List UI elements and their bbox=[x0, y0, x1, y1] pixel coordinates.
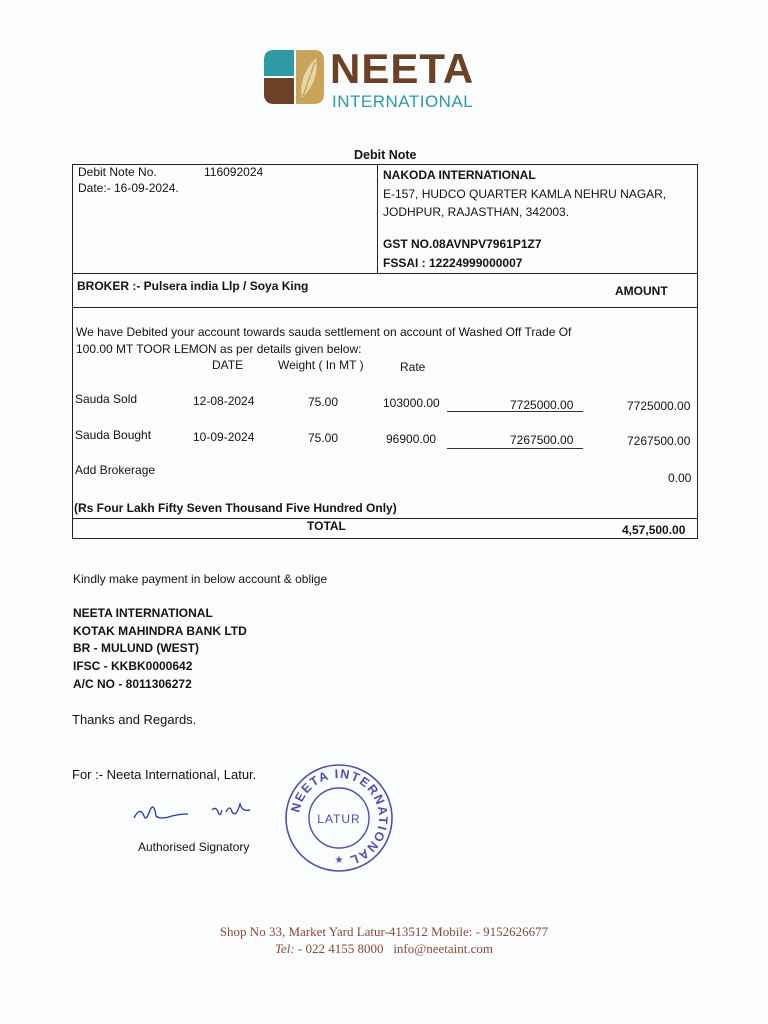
footer-tel: - 022 4155 8000 bbox=[294, 941, 384, 956]
body-line-2: 100.00 MT TOOR LEMON as per details given below: bbox=[76, 342, 362, 356]
row-amount: 7725000.00 bbox=[627, 399, 691, 413]
column-weight: Weight ( In MT ) bbox=[278, 358, 364, 372]
svg-text:★: ★ bbox=[334, 855, 344, 866]
body-line-1: We have Debited your account towards sauda settlement on account of Washed Off Trade Of bbox=[76, 325, 572, 339]
logo-subtitle: INTERNATIONAL bbox=[332, 92, 474, 111]
column-rate: Rate bbox=[400, 360, 426, 374]
footer-email: info@neetaint.com bbox=[393, 941, 494, 956]
bank-name: KOTAK MAHINDRA BANK LTD bbox=[73, 624, 247, 638]
row-weight: 75.00 bbox=[308, 395, 339, 409]
svg-text:NEETA INTERNATIONAL: NEETA INTERNATIONAL bbox=[288, 766, 391, 868]
brokerage-label: Add Brokerage bbox=[75, 463, 156, 477]
footer-address: Shop No 33, Market Yard Latur-413512 Mobile: - 9152626677 bbox=[219, 924, 549, 939]
neeta-logo-icon bbox=[262, 46, 326, 108]
row-date: 12-08-2024 bbox=[193, 394, 255, 408]
total-label: TOTAL bbox=[307, 519, 346, 533]
row-label: Sauda Bought bbox=[75, 428, 152, 442]
recipient-address-2: JODHPUR, RAJASTHAN, 342003. bbox=[383, 205, 570, 219]
row-value: 7267500.00 bbox=[510, 433, 574, 447]
brokerage-amount: 0.00 bbox=[668, 471, 692, 485]
row-value-underline bbox=[447, 411, 583, 412]
row-date: 10-09-2024 bbox=[193, 430, 255, 444]
for-line: For :- Neeta International, Latur. bbox=[72, 767, 257, 782]
debit-note-number-label: Debit Note No. bbox=[78, 165, 157, 179]
svg-text:LATUR: LATUR bbox=[317, 812, 361, 826]
total-amount: 4,57,500.00 bbox=[622, 523, 686, 537]
bank-account-number: A/C NO - 8011306272 bbox=[73, 677, 192, 691]
bank-ifsc: IFSC - KKBK0000642 bbox=[73, 659, 193, 673]
row-rate: 103000.00 bbox=[383, 396, 440, 410]
recipient-gst: GST NO.08AVNPV7961P1Z7 bbox=[383, 237, 542, 251]
row-weight: 75.00 bbox=[308, 431, 339, 445]
authorised-signatory: Authorised Signatory bbox=[138, 840, 250, 854]
broker-line: BROKER :- Pulsera india Llp / Soya King bbox=[77, 279, 309, 293]
recipient-name: NAKODA INTERNATIONAL bbox=[383, 168, 536, 182]
document-title: Debit Note bbox=[354, 148, 417, 162]
row-amount: 7267500.00 bbox=[627, 434, 691, 448]
debit-note-date: Date:- 16-09-2024. bbox=[78, 181, 179, 195]
footer-tel-label: Tel: bbox=[274, 941, 295, 956]
header-divider bbox=[377, 164, 378, 273]
company-stamp bbox=[283, 762, 395, 874]
bank-branch: BR - MULUND (WEST) bbox=[73, 641, 199, 655]
handwritten-signature bbox=[132, 796, 260, 830]
row-label: Sauda Sold bbox=[75, 392, 138, 406]
row-rate: 96900.00 bbox=[386, 432, 437, 446]
total-top-line bbox=[72, 518, 697, 519]
row-value: 7725000.00 bbox=[510, 398, 574, 412]
debit-note-number: 116092024 bbox=[204, 165, 264, 179]
payment-note: Kindly make payment in below account & oblige bbox=[73, 572, 328, 586]
amount-in-words: (Rs Four Lakh Fifty Seven Thousand Five Hundred Only) bbox=[74, 501, 397, 515]
footer-contact bbox=[0, 941, 768, 957]
logo-wordmark: NEETA bbox=[330, 45, 475, 92]
column-date: DATE bbox=[212, 358, 244, 372]
thanks-line: Thanks and Regards. bbox=[72, 712, 197, 727]
recipient-fssai: FSSAI : 12224999000007 bbox=[383, 256, 523, 270]
bank-account-name: NEETA INTERNATIONAL bbox=[73, 606, 213, 620]
broker-bottom-line bbox=[72, 307, 697, 308]
header-bottom-line bbox=[72, 273, 697, 274]
amount-header: AMOUNT bbox=[615, 284, 668, 298]
row-value-underline bbox=[447, 448, 583, 449]
recipient-address-1: E-157, HUDCO QUARTER KAMLA NEHRU NAGAR, bbox=[383, 187, 667, 201]
